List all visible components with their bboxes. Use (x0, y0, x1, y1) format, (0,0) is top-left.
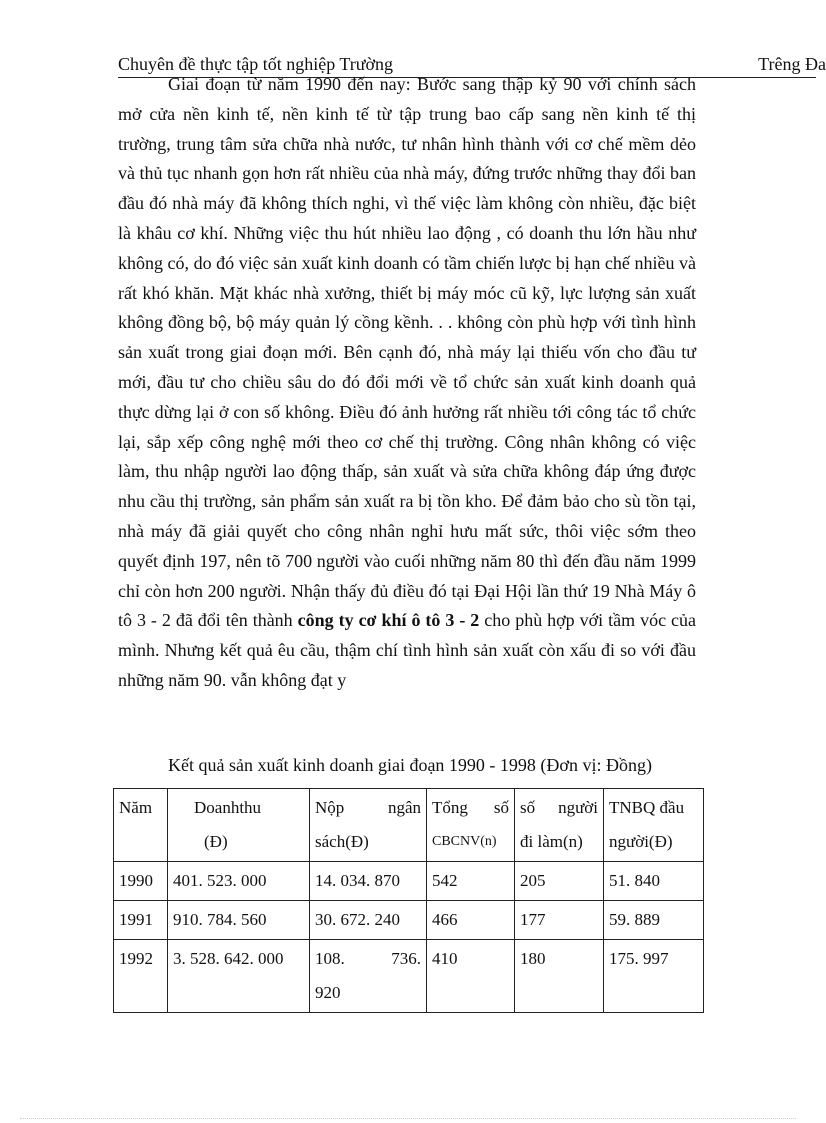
paragraph (118, 70, 696, 696)
results-table (113, 788, 704, 1013)
table-row (114, 940, 704, 1013)
cell-budget: 14. 034. 870 (310, 862, 427, 901)
cell-budget: 108. 736. 920 (310, 940, 427, 1013)
cell-revenue: 401. 523. 000 (168, 862, 310, 901)
header-revenue: Doanhthu (Đ) (168, 789, 310, 862)
cell-income: 51. 840 (604, 862, 704, 901)
cell-income: 59. 889 (604, 901, 704, 940)
header-title: Chuyên đề thực tập tốt nghiệp Trường (118, 54, 394, 74)
header-staff: Tổng số CBCNV(n) (427, 789, 515, 862)
page-bottom-divider (20, 1118, 796, 1119)
cell-revenue: 3. 528. 642. 000 (168, 940, 310, 1013)
paragraph-text-end: cho phù hợp với tầm vóc của mình. Nhưng kết quả êu cầu, thậm chí tình hình sản xuất còn xấu đi so với đầu những năm 90. vẫn không đạt y (118, 610, 696, 690)
cell-year: 1992 (114, 940, 168, 1013)
table-row (114, 901, 704, 940)
cell-staff: 542 (427, 862, 515, 901)
cell-year: 1991 (114, 901, 168, 940)
paragraph-text: Giai đoạn từ năm 1990 đến nay: Bước sang thập kỷ 90 với chính sách mở cửa nền kinh tế, nền kinh tế từ tập trung bao cấp sang nền kinh tế thị trường, trung tâm sửa chữa nhà nước, tư nhân hình thành với cơ chế mềm dẻo và thủ tục nhanh gọn hơn rất nhiều của nhà máy, đứng trước những thay đổi ban đầu đó nhà máy đã không thích nghi, vì thế việc làm không còn nhiều, đặc biệt là khâu cơ khí. Những việc thu hút nhiều lao động , có doanh thu lớn hầu như không có, do đó việc sản xuất kinh doanh có tầm chiến lược bị hạn chế nhiều và rất khó khăn. Mặt khác nhà xưởng, thiết bị máy móc cũ kỹ, lực lượng sản xuất không đồng bộ, bộ máy quản lý cồng kềnh. . . không còn phù hợp với tình hình sản xuất trong giai đoạn mới. Bên cạnh đó, nhà máy lại thiếu vốn cho đầu tư mới, đầu tư cho chiều sâu do đó đổi mới về tổ chức sản xuất kinh doanh quả thực dừng lại ở con số không. Điều đó ảnh hưởng rất nhiều tới công tác tổ chức lại, sắp xếp công nghệ mới theo cơ chế thị trường. Công nhân không có việc làm, thu nhập người lao động thấp, sản xuất và sửa chữa không đáp ứng được nhu cầu thị trường, sản phẩm sản xuất ra bị tồn kho. Để đảm bảo cho sù tồn tại, nhà máy đã giải quyết cho công nhân nghỉ hưu mất sức, thôi việc sớm theo quyết định 197, nên tõ 700 người vào cuối những năm 80 thì đến đầu năm 1999 chỉ còn hơn 200 người. Nhận thấy đủ điều đó tại Đại Hội lần thứ 19 Nhà Máy ô tô 3 - 2 đã đổi tên thành (118, 74, 696, 631)
cell-revenue: 910. 784. 560 (168, 901, 310, 940)
header-budget: Nộp ngân sách(Đ) (310, 789, 427, 862)
cell-income: 175. 997 (604, 940, 704, 1013)
header-school: Trêng Đa (758, 54, 826, 74)
body-text (118, 70, 696, 696)
cell-working: 177 (515, 901, 604, 940)
header-income: TNBQ đầu người(Đ) (604, 789, 704, 862)
header-working: số người đi làm(n) (515, 789, 604, 862)
cell-working: 180 (515, 940, 604, 1013)
cell-budget: 30. 672. 240 (310, 901, 427, 940)
header-year: Năm (114, 789, 168, 862)
company-name: công ty cơ khí ô tô 3 - 2 (297, 610, 480, 631)
cell-year: 1990 (114, 862, 168, 901)
cell-staff: 466 (427, 901, 515, 940)
table-header-row (114, 789, 704, 862)
table-row (114, 862, 704, 901)
cell-working: 205 (515, 862, 604, 901)
cell-staff: 410 (427, 940, 515, 1013)
table-caption: Kết quả sản xuất kinh doanh giai đoạn 1990 - 1998 (Đơn vị: Đồng) (168, 755, 652, 775)
